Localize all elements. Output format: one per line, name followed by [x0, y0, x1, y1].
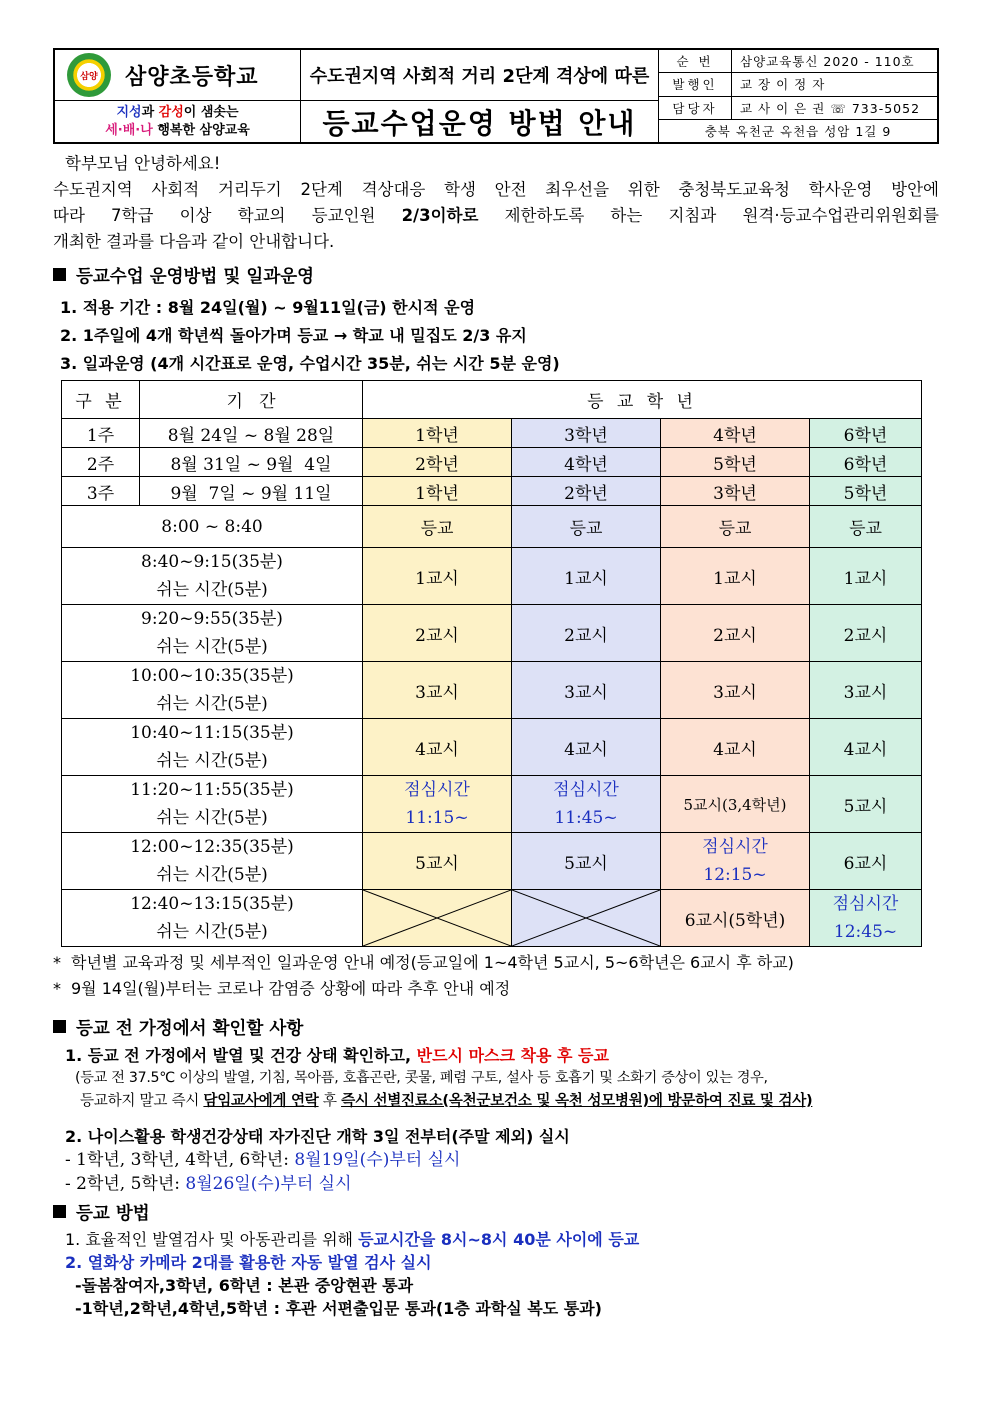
header-period: 기 간	[140, 381, 363, 419]
section-3-heading	[53, 1200, 150, 1225]
period-cell: 4교시	[810, 719, 922, 776]
table-row	[62, 448, 922, 477]
note-mark: *	[53, 953, 61, 972]
break-label: 쉬는 시간(5분)	[156, 865, 268, 885]
header-grades: 등 교 학 년	[363, 381, 922, 419]
route-1: -돌봄참여자,3학년, 6학년 : 본관 중앙현관 통과	[75, 1276, 414, 1295]
slogan-line-2	[105, 122, 250, 140]
section-title: 등교 전 가정에서 확인할 사항	[76, 1019, 304, 1039]
cross-mark-icon	[512, 890, 660, 946]
note-emphasis: 즉시 선별진료소(옥천군보건소 및 옥천 성모병원)	[341, 1092, 649, 1109]
period-cell: 2교시	[363, 605, 512, 662]
arrival-cell: 등교	[661, 506, 810, 548]
section-3-item-1	[65, 1227, 639, 1250]
period-time-text: 9:20~9:55(35분)	[141, 609, 283, 629]
table-row	[62, 477, 922, 506]
section-title: 등교 방법	[76, 1204, 150, 1224]
period-cell: 4교시	[512, 719, 661, 776]
period-cell: 3교시	[363, 662, 512, 719]
arrival-cell: 등교	[363, 506, 512, 548]
period-time-text: 12:00~12:35(35분)	[130, 837, 294, 857]
arrival-cell: 등교	[810, 506, 922, 548]
square-bullet-icon	[53, 1020, 66, 1033]
table-row	[62, 719, 922, 776]
period-time-text: 10:40~11:15(35분)	[130, 723, 294, 743]
school-slogan	[55, 101, 300, 142]
period-time-text: 11:20~11:55(35분)	[130, 780, 294, 800]
meta-row	[659, 97, 937, 120]
meta-key: 담당자	[659, 97, 732, 119]
table-row	[62, 890, 922, 947]
period-cell: 1교시	[512, 548, 661, 605]
grade-cell: 2학년	[363, 448, 512, 477]
break-label: 쉬는 시간(5분)	[156, 580, 268, 600]
note-2	[53, 976, 510, 999]
period-cell: 1교시	[363, 548, 512, 605]
slogan-word-3: 감성	[158, 104, 184, 120]
period-cell: 3교시	[661, 662, 810, 719]
lunch-cell	[363, 776, 512, 833]
school-name: 삼양초등학교	[125, 64, 259, 90]
slogan-word-2: 과	[141, 104, 159, 120]
grade-cell: 6학년	[810, 448, 922, 477]
square-bullet-icon	[53, 1205, 66, 1218]
period-cell: 6교시	[810, 833, 922, 890]
meta-block	[659, 50, 937, 142]
note-text: 등교하지 말고 즉시	[80, 1092, 204, 1109]
meta-key: 순 번	[659, 50, 732, 72]
meta-row	[659, 120, 937, 142]
lunch-time: 11:15~	[405, 808, 469, 828]
slogan-word-5: 세·배·나	[105, 122, 153, 138]
school-logo-icon	[67, 53, 111, 97]
lunch-label: 점심시간	[553, 780, 619, 800]
table-header-row	[62, 381, 922, 419]
meta-row	[659, 73, 937, 96]
intro-line-3: 개최한 결과를 다음과 같이 안내합니다.	[53, 232, 335, 251]
break-label: 쉬는 시간(5분)	[156, 694, 268, 714]
week-dates: 8월 24일 ~ 8월 28일	[140, 419, 363, 448]
grade-cell: 2학년	[512, 477, 661, 506]
title-block	[301, 50, 659, 142]
note-emphasis: 에 방문하여 진료 및 검사)	[648, 1092, 813, 1109]
document-subtitle: 수도권지역 사회적 거리 2단계 격상에 따른	[301, 50, 658, 101]
week-label: 1주	[62, 419, 140, 448]
lunch-cell	[810, 890, 922, 947]
section-1-item-3: 3. 일과운영 (4개 시간표로 운영, 수업시간 35분, 쉬는 시간 5분 운영)	[60, 354, 560, 373]
grade-list: - 1학년, 3학년, 4학년, 6학년:	[65, 1150, 295, 1170]
intro-line-1: 수도권지역 사회적 거리두기 2단계 격상대응 학생 안전 최우선을 위한 충청북도교육청 학사운영 방안에	[53, 180, 939, 199]
school-name-row	[55, 50, 300, 101]
period-cell: 2교시	[810, 605, 922, 662]
note-text: 9월 14일(월)부터는 코로나 감염증 상황에 따라 추후 안내 예정	[71, 979, 511, 998]
break-label: 쉬는 시간(5분)	[156, 751, 268, 771]
section-title: 등교수업 운영방법 및 일과운영	[76, 267, 315, 287]
table-row	[62, 662, 922, 719]
school-block	[55, 50, 301, 142]
symptom-note-1: (등교 전 37.5℃ 이상의 발열, 기침, 목아픔, 호흡곤란, 콧물, 폐렴 구토, 설사 등 호흡기 및 소화기 증상이 있는 경우,	[75, 1070, 768, 1086]
period-time	[62, 890, 363, 947]
period-time	[62, 548, 363, 605]
lunch-label: 점심시간	[404, 780, 470, 800]
intro-text: 따라 7학급 이상 학교의 등교인원	[53, 206, 402, 225]
arrival-cell: 등교	[512, 506, 661, 548]
header-division: 구 분	[62, 381, 140, 419]
lunch-cell	[661, 833, 810, 890]
cross-mark-icon	[363, 890, 511, 946]
square-bullet-icon	[53, 268, 66, 281]
period-time	[62, 662, 363, 719]
document-title: 등교수업운영 방법 안내	[322, 106, 637, 140]
lunch-label: 점심시간	[832, 894, 899, 914]
break-label: 쉬는 시간(5분)	[156, 808, 268, 828]
intro-text: 제한하도록 하는 지침과 원격·등교수업관리위원회를	[478, 206, 939, 225]
grade-list: - 2학년, 5학년:	[65, 1174, 186, 1194]
period-cell: 6교시(5학년)	[661, 890, 810, 947]
lunch-time: 11:45~	[554, 808, 618, 828]
grade-cell: 4학년	[661, 419, 810, 448]
week-label: 3주	[62, 477, 140, 506]
lunch-time: 12:15~	[703, 865, 767, 885]
empty-cell-crossed	[512, 890, 661, 947]
route-2: -1학년,2학년,4학년,5학년 : 후관 서편출입문 통과(1층 과학실 복도 통과)	[75, 1299, 602, 1318]
meta-value: 교 사 이 은 권 ☏ 733-5052	[740, 100, 921, 116]
section-2-item-2: 2. 나이스활용 학생건강상태 자가진단 개학 3일 전부터(주말 제외) 실시	[65, 1127, 570, 1146]
note-emphasis: 담임교사에게 연락	[203, 1092, 319, 1109]
period-cell: 3교시	[810, 662, 922, 719]
break-label: 쉬는 시간(5분)	[156, 637, 268, 657]
note-text: 후	[318, 1092, 342, 1109]
logo-text: 삼양	[80, 71, 98, 82]
period-cell: 1교시	[810, 548, 922, 605]
grade-cell: 3학년	[661, 477, 810, 506]
section-3-item-2: 2. 열화상 카메라 2대를 활용한 자동 발열 검사 실시	[65, 1253, 432, 1272]
table-row	[62, 833, 922, 890]
section-1-heading	[53, 263, 314, 288]
grade-cell: 3학년	[512, 419, 661, 448]
intro-line-2	[53, 203, 939, 229]
grade-cell: 4학년	[512, 448, 661, 477]
week-dates: 8월 31일 ~ 9월 4일	[140, 448, 363, 477]
period-cell: 2교시	[512, 605, 661, 662]
arrival-time: 8:00 ~ 8:40	[62, 506, 363, 548]
break-label: 쉬는 시간(5분)	[156, 922, 268, 942]
greeting: 학부모님 안녕하세요!	[65, 154, 221, 173]
item-text: 1. 효율적인 발열검사 및 아동관리를 위해	[65, 1230, 359, 1249]
period-time	[62, 719, 363, 776]
intro-emphasis: 2/3이하로	[401, 206, 479, 225]
period-cell: 4교시	[661, 719, 810, 776]
grade-cell: 6학년	[810, 419, 922, 448]
meta-key: 발행인	[659, 73, 732, 95]
item-emphasis: 등교시간을 8시~8시 40분 사이에 등교	[358, 1230, 640, 1249]
slogan-word-6: 행복한 삼양교육	[152, 122, 250, 138]
empty-cell-crossed	[363, 890, 512, 947]
meta-row	[659, 50, 937, 73]
meta-value: 삼양교육통신 2020 - 110호	[740, 54, 915, 70]
table-row	[62, 776, 922, 833]
period-cell: 1교시	[661, 548, 810, 605]
period-cell: 4교시	[363, 719, 512, 776]
meta-value: 교 장 이 정 자	[740, 77, 826, 93]
table-row	[62, 419, 922, 448]
period-time	[62, 605, 363, 662]
note-mark: *	[53, 979, 61, 998]
schedule-table	[61, 380, 922, 947]
period-time-text: 12:40~13:15(35분)	[130, 894, 294, 914]
note-1	[53, 950, 794, 973]
table-row	[62, 605, 922, 662]
lunch-cell	[512, 776, 661, 833]
item-text: 1. 등교 전 가정에서 발열 및 건강 상태 확인하고,	[65, 1046, 417, 1065]
school-address: 충북 옥천군 옥천읍 성암 1길 9	[704, 123, 892, 139]
slogan-word-4: 이 샘솟는	[183, 104, 239, 120]
self-check-date-1	[65, 1145, 460, 1170]
note-text: 학년별 교육과정 및 세부적인 일과운영 안내 예정(등교일에 1~4학년 5교시, 5~6학년은 6교시 후 하교)	[71, 953, 794, 972]
section-1-item-2: 2. 1주일에 4개 학년씩 돌아가며 등교 → 학교 내 밀집도 2/3 유지	[60, 326, 527, 345]
symptom-note-2	[80, 1089, 812, 1110]
grade-cell: 1학년	[363, 477, 512, 506]
period-cell: 5교시	[363, 833, 512, 890]
period-cell: 5교시(3,4학년)	[661, 776, 810, 833]
lunch-time: 12:45~	[833, 922, 898, 942]
period-time	[62, 833, 363, 890]
section-1-item-1: 1. 적용 기간 : 8월 24일(월) ~ 9월11일(금) 한시적 운영	[60, 298, 476, 317]
item-emphasis: 반드시 마스크 착용 후 등교	[416, 1046, 609, 1065]
grade-cell: 5학년	[810, 477, 922, 506]
section-2-item-1	[65, 1043, 609, 1066]
period-time-text: 8:40~9:15(35분)	[141, 552, 283, 572]
grade-cell: 1학년	[363, 419, 512, 448]
self-check-date-2	[65, 1169, 352, 1194]
period-cell: 5교시	[810, 776, 922, 833]
period-cell: 3교시	[512, 662, 661, 719]
table-row	[62, 548, 922, 605]
period-time	[62, 776, 363, 833]
period-time-text: 10:00~10:35(35분)	[130, 666, 294, 686]
slogan-word-1: 지성	[116, 104, 142, 120]
table-row	[62, 506, 922, 548]
check-date: 8월19일(수)부터 실시	[294, 1150, 461, 1170]
period-cell: 5교시	[512, 833, 661, 890]
section-2-heading	[53, 1015, 303, 1040]
week-label: 2주	[62, 448, 140, 477]
week-dates: 9월 7일 ~ 9월 11일	[140, 477, 363, 506]
period-cell: 2교시	[661, 605, 810, 662]
check-date: 8월26일(수)부터 실시	[185, 1174, 352, 1194]
grade-cell: 5학년	[661, 448, 810, 477]
slogan-line-1	[116, 104, 238, 122]
document-header	[53, 48, 939, 144]
lunch-label: 점심시간	[702, 837, 768, 857]
